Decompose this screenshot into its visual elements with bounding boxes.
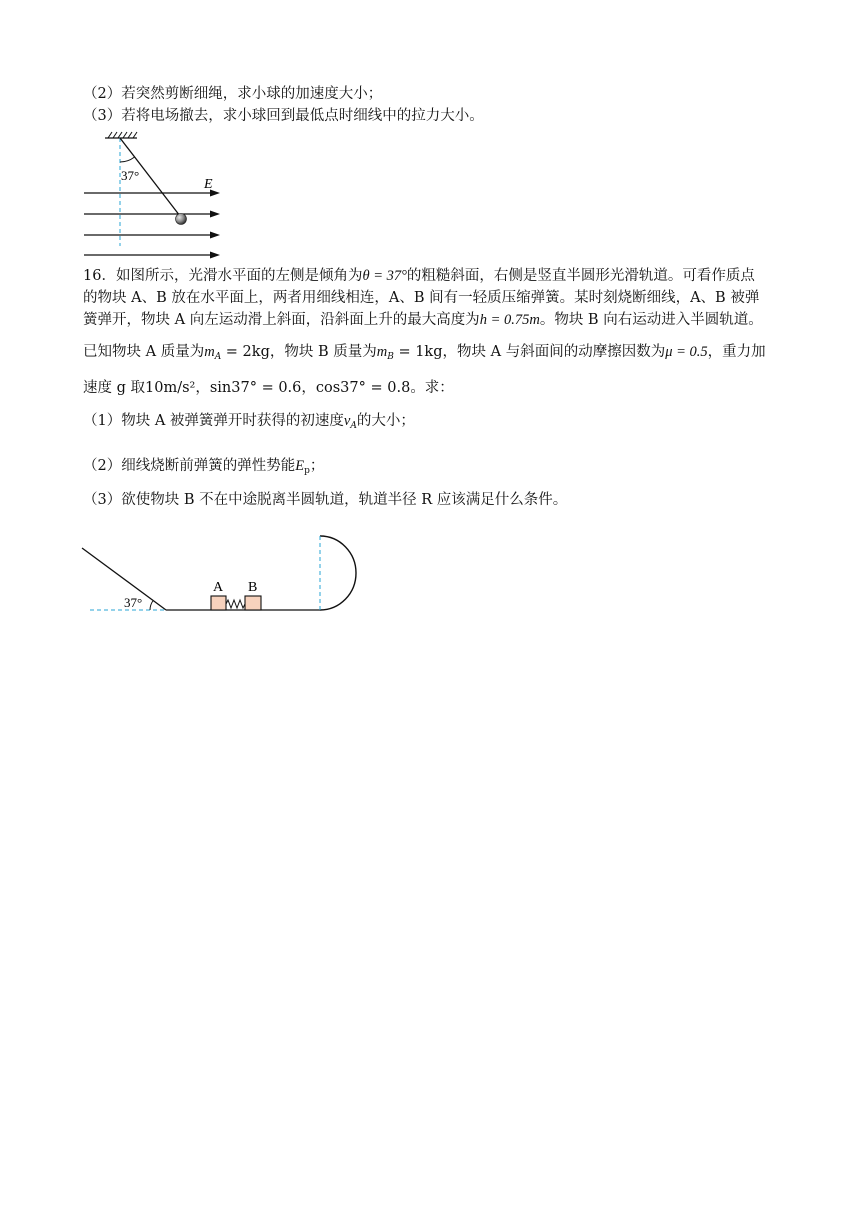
q16-part2: （2）细线烧断前弹簧的弹性势能$E_p$；	[83, 458, 325, 476]
block-a	[211, 596, 226, 610]
q16-track-figure	[80, 518, 380, 618]
q16-line1: 16．如图所示，光滑水平面的左侧是倾角为θ = 37°的粗糙斜面，右侧是竖直半圆形光滑轨道。可看作质点	[83, 268, 755, 284]
q16-part1: （1）物块 A 被弹簧弹开时获得的初速度$v_A$的大小；	[83, 413, 415, 431]
q15-part3: （3）若将电场撤去，求小球回到最低点时细线中的拉力大小。	[83, 108, 484, 124]
block-b	[245, 596, 261, 610]
q15-pendulum-figure	[80, 128, 230, 260]
q15-angle-label: 37°	[121, 168, 140, 183]
q15-part2: （2）若突然剪断细绳，求小球的加速度大小；	[83, 86, 383, 102]
q16-line2: 的物块 A、B 放在水平面上，两者用细线相连，A、B 间有一轻质压缩弹簧。某时刻烧断细线，A、B 被弹	[83, 290, 760, 306]
q16-label-b: B	[248, 580, 258, 595]
q16-line5: 速度 g 取10m/s²，sin37° = 0.6，cos37° = 0.8。求：	[83, 380, 454, 396]
q16-angle-label: 37°	[124, 595, 143, 610]
q16-line3: 簧弹开，物块 A 向左运动滑上斜面，沿斜面上升的最大高度为h = 0.75m。物块 B 向右运动进入半圆轨道。	[83, 312, 763, 328]
q16-label-a: A	[213, 580, 224, 595]
q15-field-label: E	[204, 177, 213, 192]
q16-line4: 已知物块 A 质量为$m_A = 2kg$，物块 B 质量为$m_B = 1kg$，物块 A 与斜面间的动摩擦因数为μ = 0.5，重力加	[83, 344, 766, 362]
q16-part3: （3）欲使物块 B 不在中途脱离半圆轨道，轨道半径 R 应该满足什么条件。	[83, 492, 568, 508]
